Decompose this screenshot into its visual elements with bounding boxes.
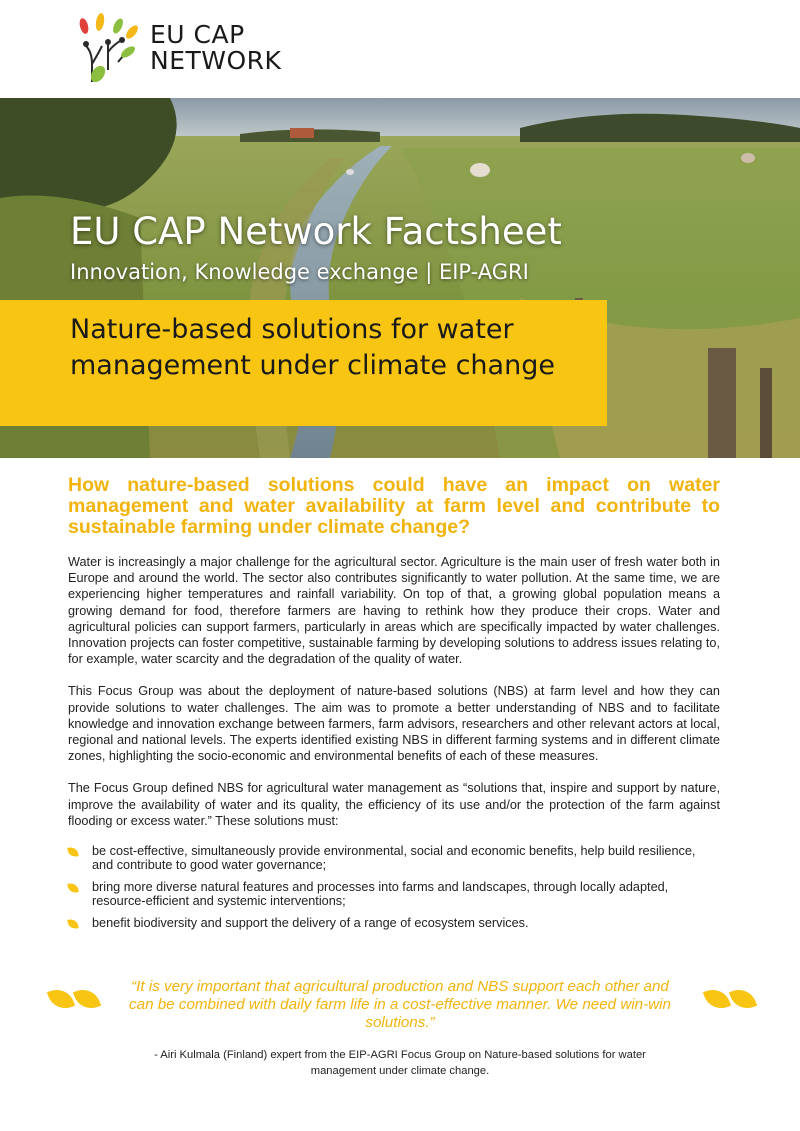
page-header xyxy=(0,0,800,98)
quote-attribution: - Airi Kulmala (Finland) expert from the EIP-AGRI Focus Group on Nature-based solutions for water management under climate change. xyxy=(154,1049,646,1077)
paragraph-focus-group: This Focus Group was about the deployment of nature-based solutions (NBS) at farm level and how they can provide solutions to water challenges. The aim was to promote a better understanding of NBS and to facilitate knowledge and innovation exchange between farmers, farm advisors, researchers and other relevant actors at local, regional and national levels. The experts identified existing NBS in different farming systems and in different climate zones, highlighting the socio-economic and environmental benefits of each of these measures. xyxy=(68,684,720,764)
lead-question: How nature-based solutions could have an impact on water management and water availability at farm level and contribute to sustainable farming under climate change? xyxy=(68,474,720,538)
factsheet-subtitle: Innovation, Knowledge exchange | EIP-AGRI xyxy=(70,260,529,284)
requirements-list xyxy=(68,845,720,931)
open-quote-icon xyxy=(50,988,98,1010)
paragraph-intro: Water is increasingly a major challenge for the agricultural sector. Agriculture is the main user of fresh water both in Europe and around the world. The sector also contributes significantly to water pollution. At the same time, we are experiencing higher temperatures and rainfall variability. On top of that, a growing global population means a growing demand for food, therefore farmers are having to rethink how they produce their crops. Water and agricultural policies can support farmers, particularly in areas which are specifically impacted by water challenges. Innovation projects can foster competitive, sustainable farming by developing solutions to address issues relating to, for example, water scarcity and the degradation of the quality of water. xyxy=(68,555,720,667)
eu-cap-network-logo xyxy=(78,12,281,84)
leaf-bullet-icon xyxy=(67,882,79,894)
list-item-text: bring more diverse natural features and processes into farms and landscapes, through locally adapted, resource-efficient and systemic interventions; xyxy=(92,880,669,908)
list-item xyxy=(68,845,720,872)
leaf-bullet-icon xyxy=(67,846,79,858)
factsheet-title: EU CAP Network Factsheet xyxy=(70,210,562,253)
logo-wordmark xyxy=(150,22,281,74)
leaf-bullet-icon xyxy=(67,918,79,930)
paragraph-definition: The Focus Group defined NBS for agricultural water management as “solutions that, inspire and support by nature, improve the availability of water and its quality, the efficiency of its use and/or the protection of the farm against flooding or excess water.” These solutions must: xyxy=(68,781,720,828)
topic-title: Nature-based solutions for water management under climate change xyxy=(70,314,555,381)
main-content xyxy=(68,475,720,940)
quote-text: “It is very important that agricultural production and NBS support each other and can be combined with daily farm life in a cost-effective manner. We need win-win solutions.” xyxy=(129,978,671,1031)
logo-line-2: NETWORK xyxy=(150,46,282,75)
list-item xyxy=(68,881,720,908)
topic-title-box xyxy=(0,300,607,426)
plant-sprouts-logo-icon xyxy=(78,12,142,84)
logo-line-1: EU CAP xyxy=(150,20,245,49)
close-quote-icon xyxy=(706,988,754,1010)
hero-banner xyxy=(0,98,800,458)
list-item-text: benefit biodiversity and support the delivery of a range of ecosystem services. xyxy=(92,916,529,931)
list-item xyxy=(68,917,720,931)
list-item-text: be cost-effective, simultaneously provide environmental, social and economic benefits, help build resilience, and contribute to good water governance; xyxy=(92,844,696,872)
